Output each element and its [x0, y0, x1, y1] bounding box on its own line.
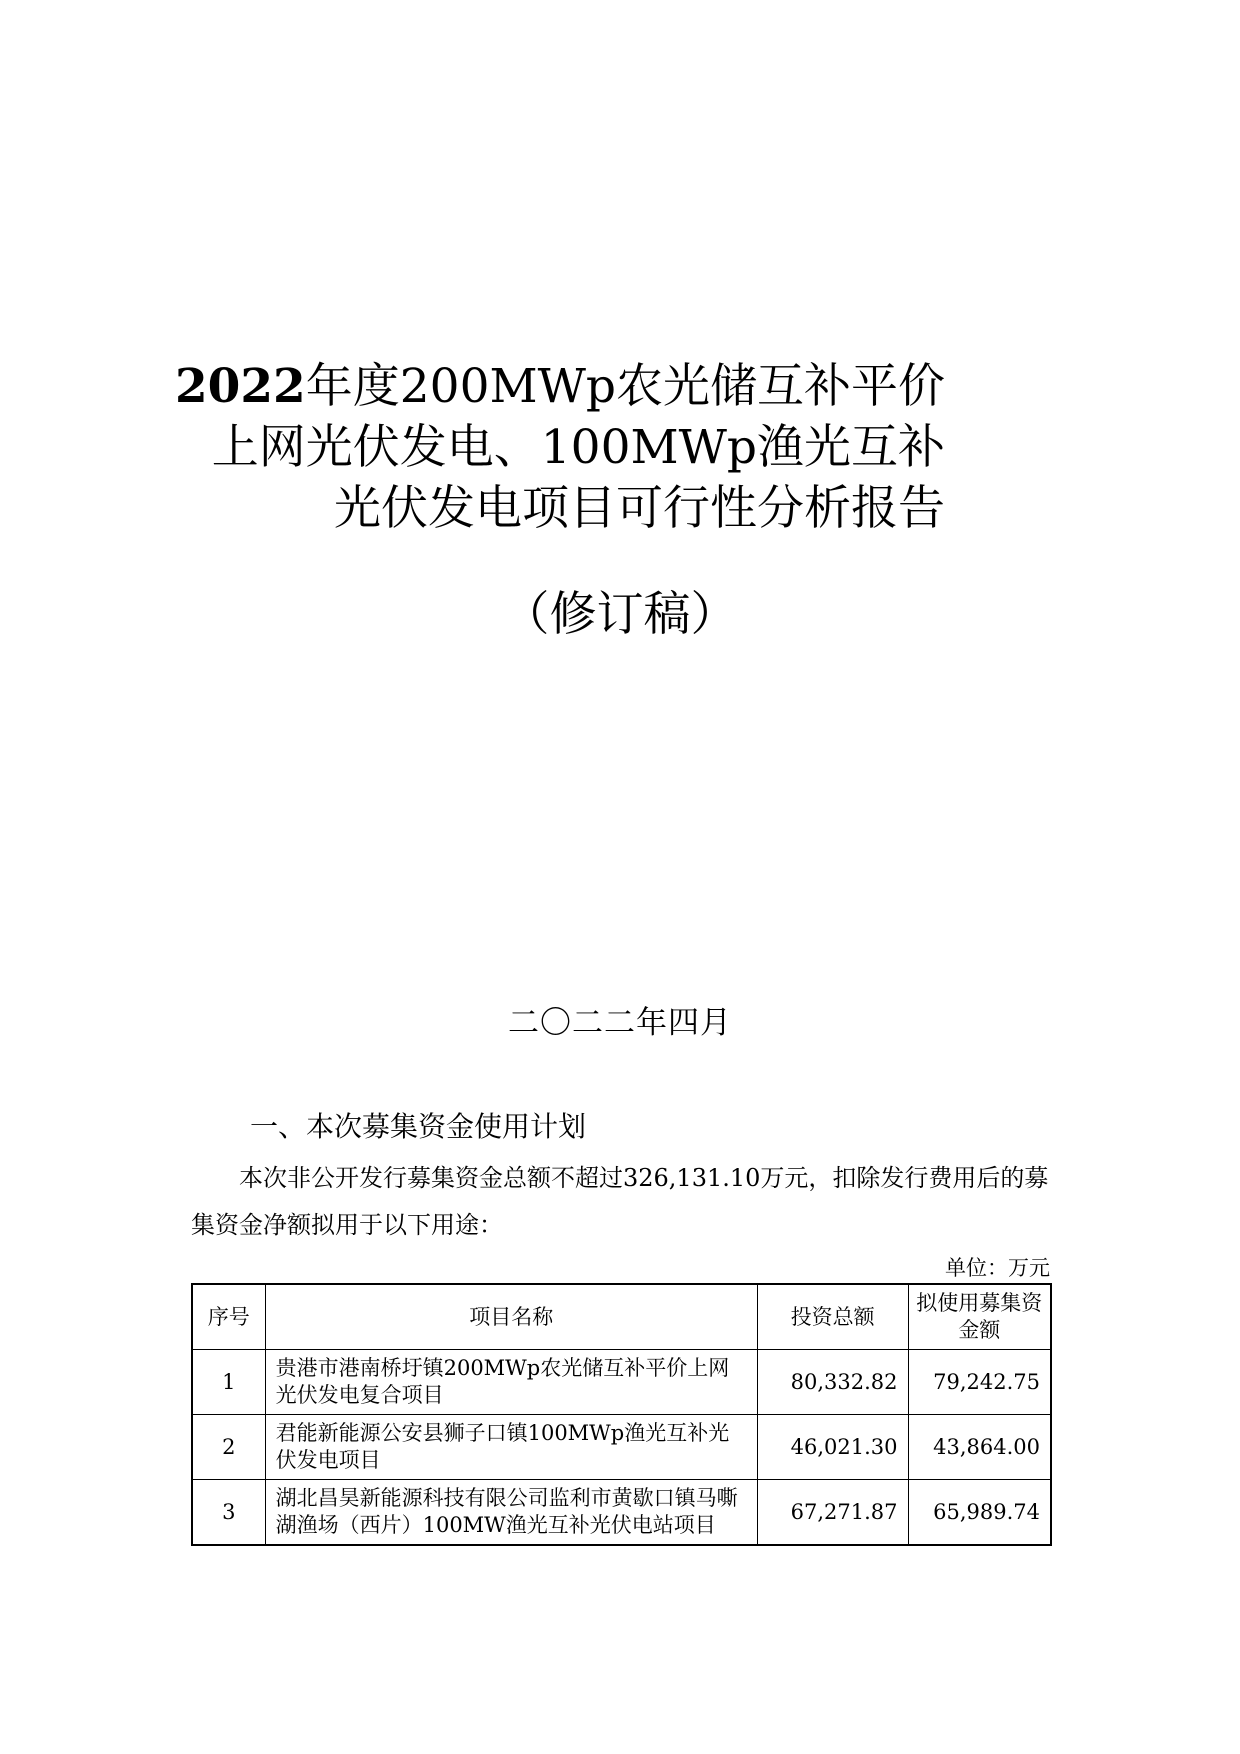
title-year: 2022: [174, 359, 306, 414]
header-project-name: 项目名称: [265, 1284, 757, 1350]
table-row: [192, 1415, 1051, 1480]
row-project-name: 湖北昌昊新能源科技有限公司监利市黄歇口镇马嘶湖渔场（西片）100MW渔光互补光伏电站项目: [265, 1480, 757, 1546]
table-header-row: [192, 1284, 1051, 1350]
header-raised-funds: 拟使用募集资金额: [908, 1284, 1051, 1350]
header-investment: 投资总额: [757, 1284, 908, 1350]
title-line-1-text: 年度200MWp农光储互补平价: [305, 359, 945, 414]
row-no: 3: [192, 1480, 265, 1546]
report-subtitle: （修订稿）: [502, 587, 738, 642]
row-raised-funds: 79,242.75: [908, 1350, 1051, 1415]
report-date: 二〇二二年四月: [508, 1005, 732, 1041]
row-raised-funds: 65,989.74: [908, 1480, 1051, 1546]
section-heading: 一、本次募集资金使用计划: [250, 1110, 587, 1143]
row-investment: 46,021.30: [757, 1415, 908, 1480]
table-row: [192, 1480, 1051, 1546]
row-investment: 80,332.82: [757, 1350, 908, 1415]
title-line-3: 光伏发电项目可行性分析报告: [334, 481, 945, 536]
row-no: 1: [192, 1350, 265, 1415]
fund-usage-table: [191, 1283, 1052, 1546]
row-project-name: 贵港市港南桥圩镇200MWp农光储互补平价上网光伏发电复合项目: [265, 1350, 757, 1415]
table-row: [192, 1350, 1051, 1415]
row-raised-funds: 43,864.00: [908, 1415, 1051, 1480]
title-line-1: [175, 358, 945, 415]
row-investment: 67,271.87: [757, 1480, 908, 1546]
row-project-name: 君能新能源公安县狮子口镇100MWp渔光互补光伏发电项目: [265, 1415, 757, 1480]
title-line-2: 上网光伏发电、100MWp渔光互补: [211, 420, 945, 475]
section-paragraph-text: 本次非公开发行募集资金总额不超过326,131.10万元，扣除发行费用后的募集资金净额拟用于以下用途：: [191, 1164, 1049, 1239]
header-no: 序号: [192, 1284, 265, 1350]
section-paragraph: [191, 1155, 1071, 1249]
row-no: 2: [192, 1415, 265, 1480]
table-unit-label: 单位：万元: [945, 1256, 1050, 1280]
